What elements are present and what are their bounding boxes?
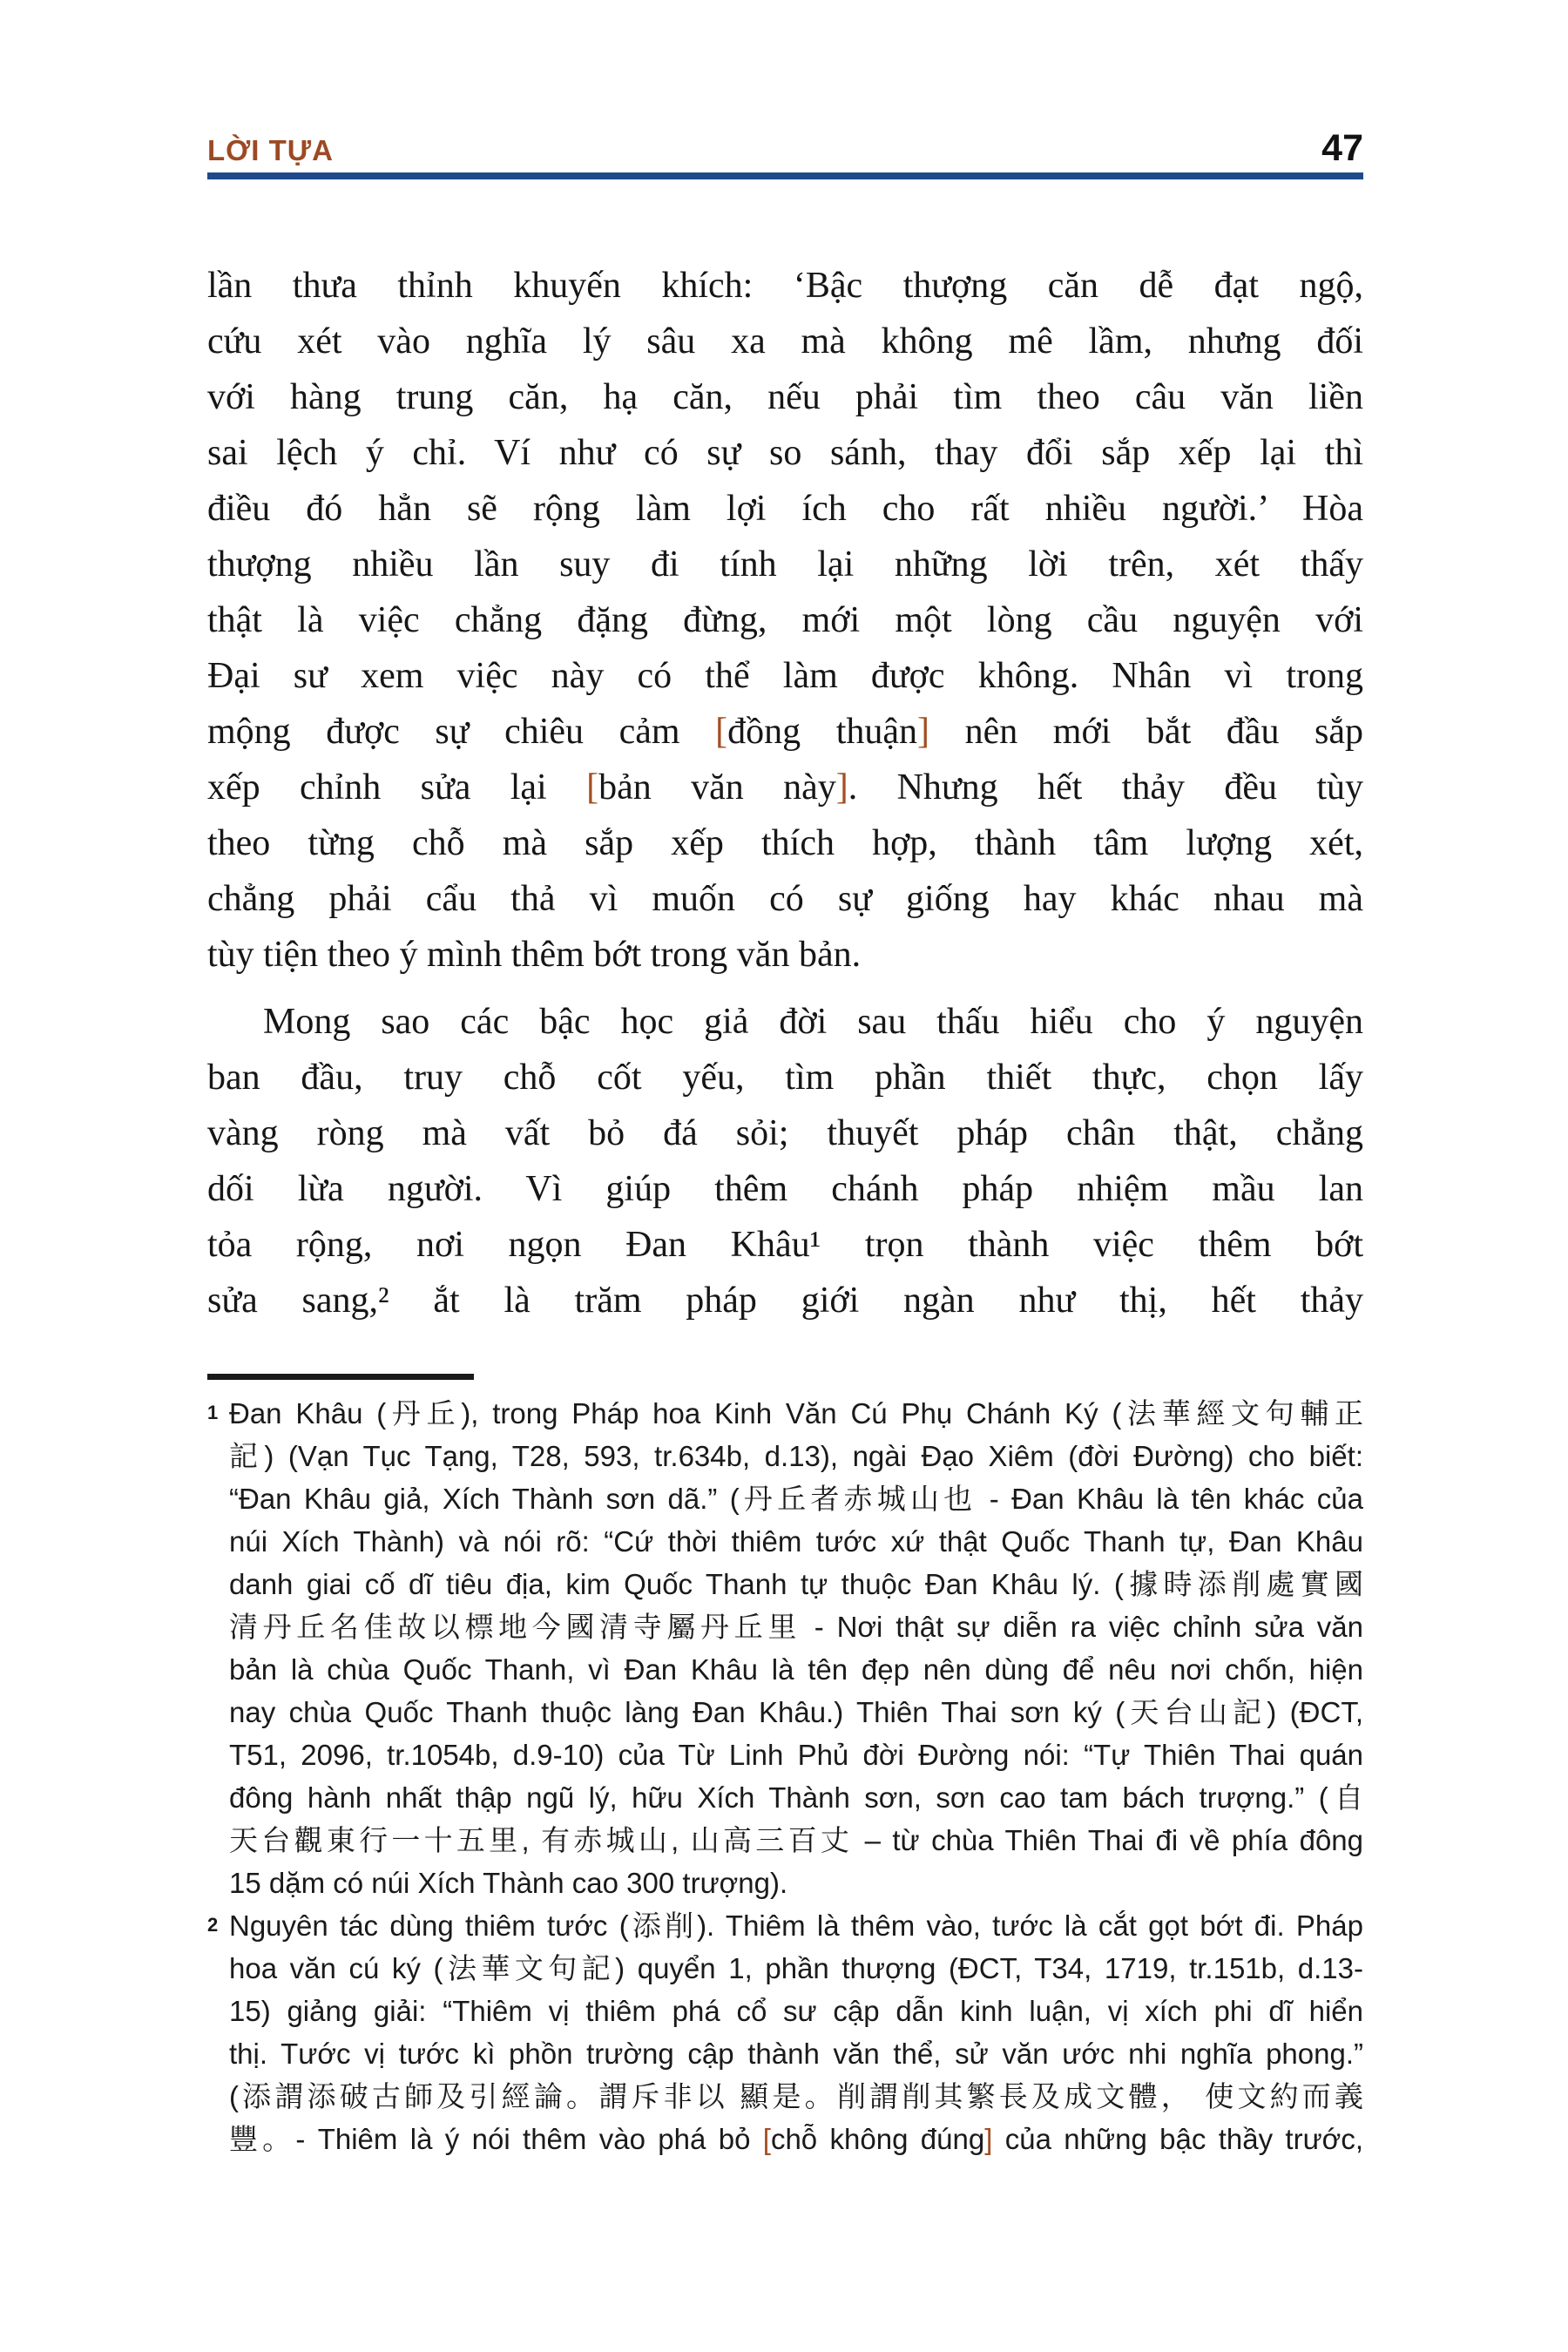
editorial-bracket: [ — [586, 767, 599, 808]
text-line: mộng được sự chiêu cảm [đồng thuận] nên mới bắt đầu sắp — [207, 712, 1363, 752]
body-paragraph-1 — [207, 258, 1363, 983]
text-line: Nguyên tác dùng thiêm tước (添削). Thiêm là thêm vào, tước là cắt gọt bớt đi. Pháp — [229, 1909, 1363, 1942]
footnote-1-text — [229, 1392, 1363, 1904]
footnote-separator-rule — [207, 1374, 474, 1380]
editorial-bracket: ] — [984, 2123, 993, 2155]
text-line: tỏa rộng, nơi ngọn Đan Khâu¹ trọn thành việc thêm bớt — [207, 1225, 1363, 1265]
editorial-bracket: [ — [762, 2123, 771, 2155]
footnote-1-marker: 1 — [207, 1402, 219, 1423]
text-line: 15) giảng giải: “Thiêm vị thiêm phá cổ sư cập dẫn kinh luận, vị xích phi dĩ hiển — [229, 1995, 1363, 2027]
text-line: nay chùa Quốc Thanh thuộc làng Đan Khâu.) Thiên Thai sơn ký (天台山記) (ĐCT, — [229, 1696, 1363, 1728]
text-line: cứu xét vào nghĩa lý sâu xa mà không mê lầm, nhưng đối — [207, 321, 1363, 362]
text-line: (添謂添破古師及引經論。謂斥非以 顯是。削謂削其繁長及成文體， 使文約而義 — [229, 2080, 1363, 2112]
text-line: với hàng trung căn, hạ căn, nếu phải tìm theo câu văn liền — [207, 377, 1363, 417]
text-line: thượng nhiều lần suy đi tính lại những lời trên, xét thấy — [207, 544, 1363, 585]
text-line: thị. Tước vị tước kì phồn trường cập thành văn thể, sử văn ước nhi nghĩa phong.” — [229, 2038, 1363, 2070]
text-line: Mong sao các bậc học giả đời sau thấu hiểu cho ý nguyện — [263, 1002, 1363, 1042]
text-line: sửa sang,² ắt là trăm pháp giới ngàn như thị, hết thảy — [207, 1281, 1363, 1321]
text-line: 天台觀東行一十五里, 有赤城山, 山高三百丈 – từ chùa Thiên Thai đi về phía đông — [229, 1824, 1363, 1856]
text-line: điều đó hẳn sẽ rộng làm lợi ích cho rất nhiều người.’ Hòa — [207, 489, 1363, 529]
text-line: xếp chỉnh sửa lại [bản văn này]. Nhưng hết thảy đều tùy — [207, 767, 1363, 808]
text-line: sai lệch ý chỉ. Ví như có sự so sánh, thay đổi sắp xếp lại thì — [207, 433, 1363, 473]
text-line: Đại sư xem việc này có thể làm được không. Nhân vì trong — [207, 656, 1363, 696]
text-line: danh giai cố dĩ tiêu địa, kim Quốc Thanh tự thuộc Đan Khâu lý. (據時添削處實國 — [229, 1568, 1363, 1600]
text-line: đông hành nhất thập ngũ lý, hữu Xích Thành sơn, sơn cao tam bách trượng.” (自 — [229, 1781, 1363, 1814]
text-line: T51, 2096, tr.1054b, d.9-10) của Từ Linh Phủ đời Đường nói: “Tự Thiên Thai quán — [229, 1739, 1363, 1771]
body-paragraph-2 — [207, 994, 1363, 1328]
editorial-bracket: ] — [835, 767, 848, 808]
text-line: chẳng phải cẩu thả vì muốn có sự giống hay khác nhau mà — [207, 879, 1363, 919]
footnote-1 — [207, 1392, 1363, 1904]
footnote-2 — [207, 1904, 1363, 2160]
text-line: dối lừa người. Vì giúp thêm chánh pháp nhiệm mầu lan — [207, 1169, 1363, 1209]
editorial-bracket: [ — [715, 712, 728, 752]
page-header — [207, 127, 1363, 169]
footnotes-section — [207, 1392, 1363, 2160]
text-line: lần thưa thỉnh khuyến khích: ‘Bậc thượng căn dễ đạt ngộ, — [207, 266, 1363, 306]
running-title: LỜI TỰA — [207, 134, 335, 166]
text-line: bản là chùa Quốc Thanh, vì Đan Khâu là tên đẹp nên dùng để nêu nơi chốn, hiện — [229, 1653, 1363, 1686]
text-line: theo từng chỗ mà sắp xếp thích hợp, thành tâm lượng xét, — [207, 823, 1363, 863]
body-text — [207, 258, 1363, 1328]
text-line: 清丹丘名佳故以標地今國清寺屬丹丘里 - Nơi thật sự diễn ra việc chỉnh sửa văn — [229, 1611, 1363, 1643]
text-line: 記) (Vạn Tục Tạng, T28, 593, tr.634b, d.13), ngài Đạo Xiêm (đời Đường) cho biết: — [229, 1440, 1363, 1472]
text-line: Đan Khâu (丹丘), trong Pháp hoa Kinh Văn Cú Phụ Chánh Ký (法華經文句輔正 — [229, 1397, 1363, 1429]
header-rule — [207, 172, 1363, 179]
text-line: vàng ròng mà vất bỏ đá sỏi; thuyết pháp chân thật, chẳng — [207, 1113, 1363, 1153]
page-number: 47 — [1321, 127, 1363, 169]
text-line: thật là việc chẳng đặng đừng, mới một lòng cầu nguyện với — [207, 600, 1363, 640]
text-line: “Đan Khâu giả, Xích Thành sơn dã.” (丹丘者赤城山也 - Đan Khâu là tên khác của — [229, 1483, 1363, 1515]
text-line: 豐。- Thiêm là ý nói thêm vào phá bỏ [chỗ không đúng] của những bậc thầy trước, — [229, 2123, 1363, 2155]
text-line: ban đầu, truy chỗ cốt yếu, tìm phần thiết thực, chọn lấy — [207, 1058, 1363, 1098]
footnote-2-text — [229, 1904, 1363, 2160]
text-line: tùy tiện theo ý mình thêm bớt trong văn bản. — [207, 935, 862, 975]
footnote-2-marker: 2 — [207, 1914, 219, 1936]
text-line: núi Xích Thành) và nói rõ: “Cứ thời thiêm tước xứ thật Quốc Thanh tự, Đan Khâu — [229, 1525, 1363, 1558]
text-line: hoa văn cú ký (法華文句記) quyển 1, phần thượng (ĐCT, T34, 1719, tr.151b, d.13- — [229, 1952, 1363, 1984]
text-line: 15 dặm có núi Xích Thành cao 300 trượng). — [229, 1867, 788, 1899]
editorial-bracket: ] — [917, 712, 930, 752]
